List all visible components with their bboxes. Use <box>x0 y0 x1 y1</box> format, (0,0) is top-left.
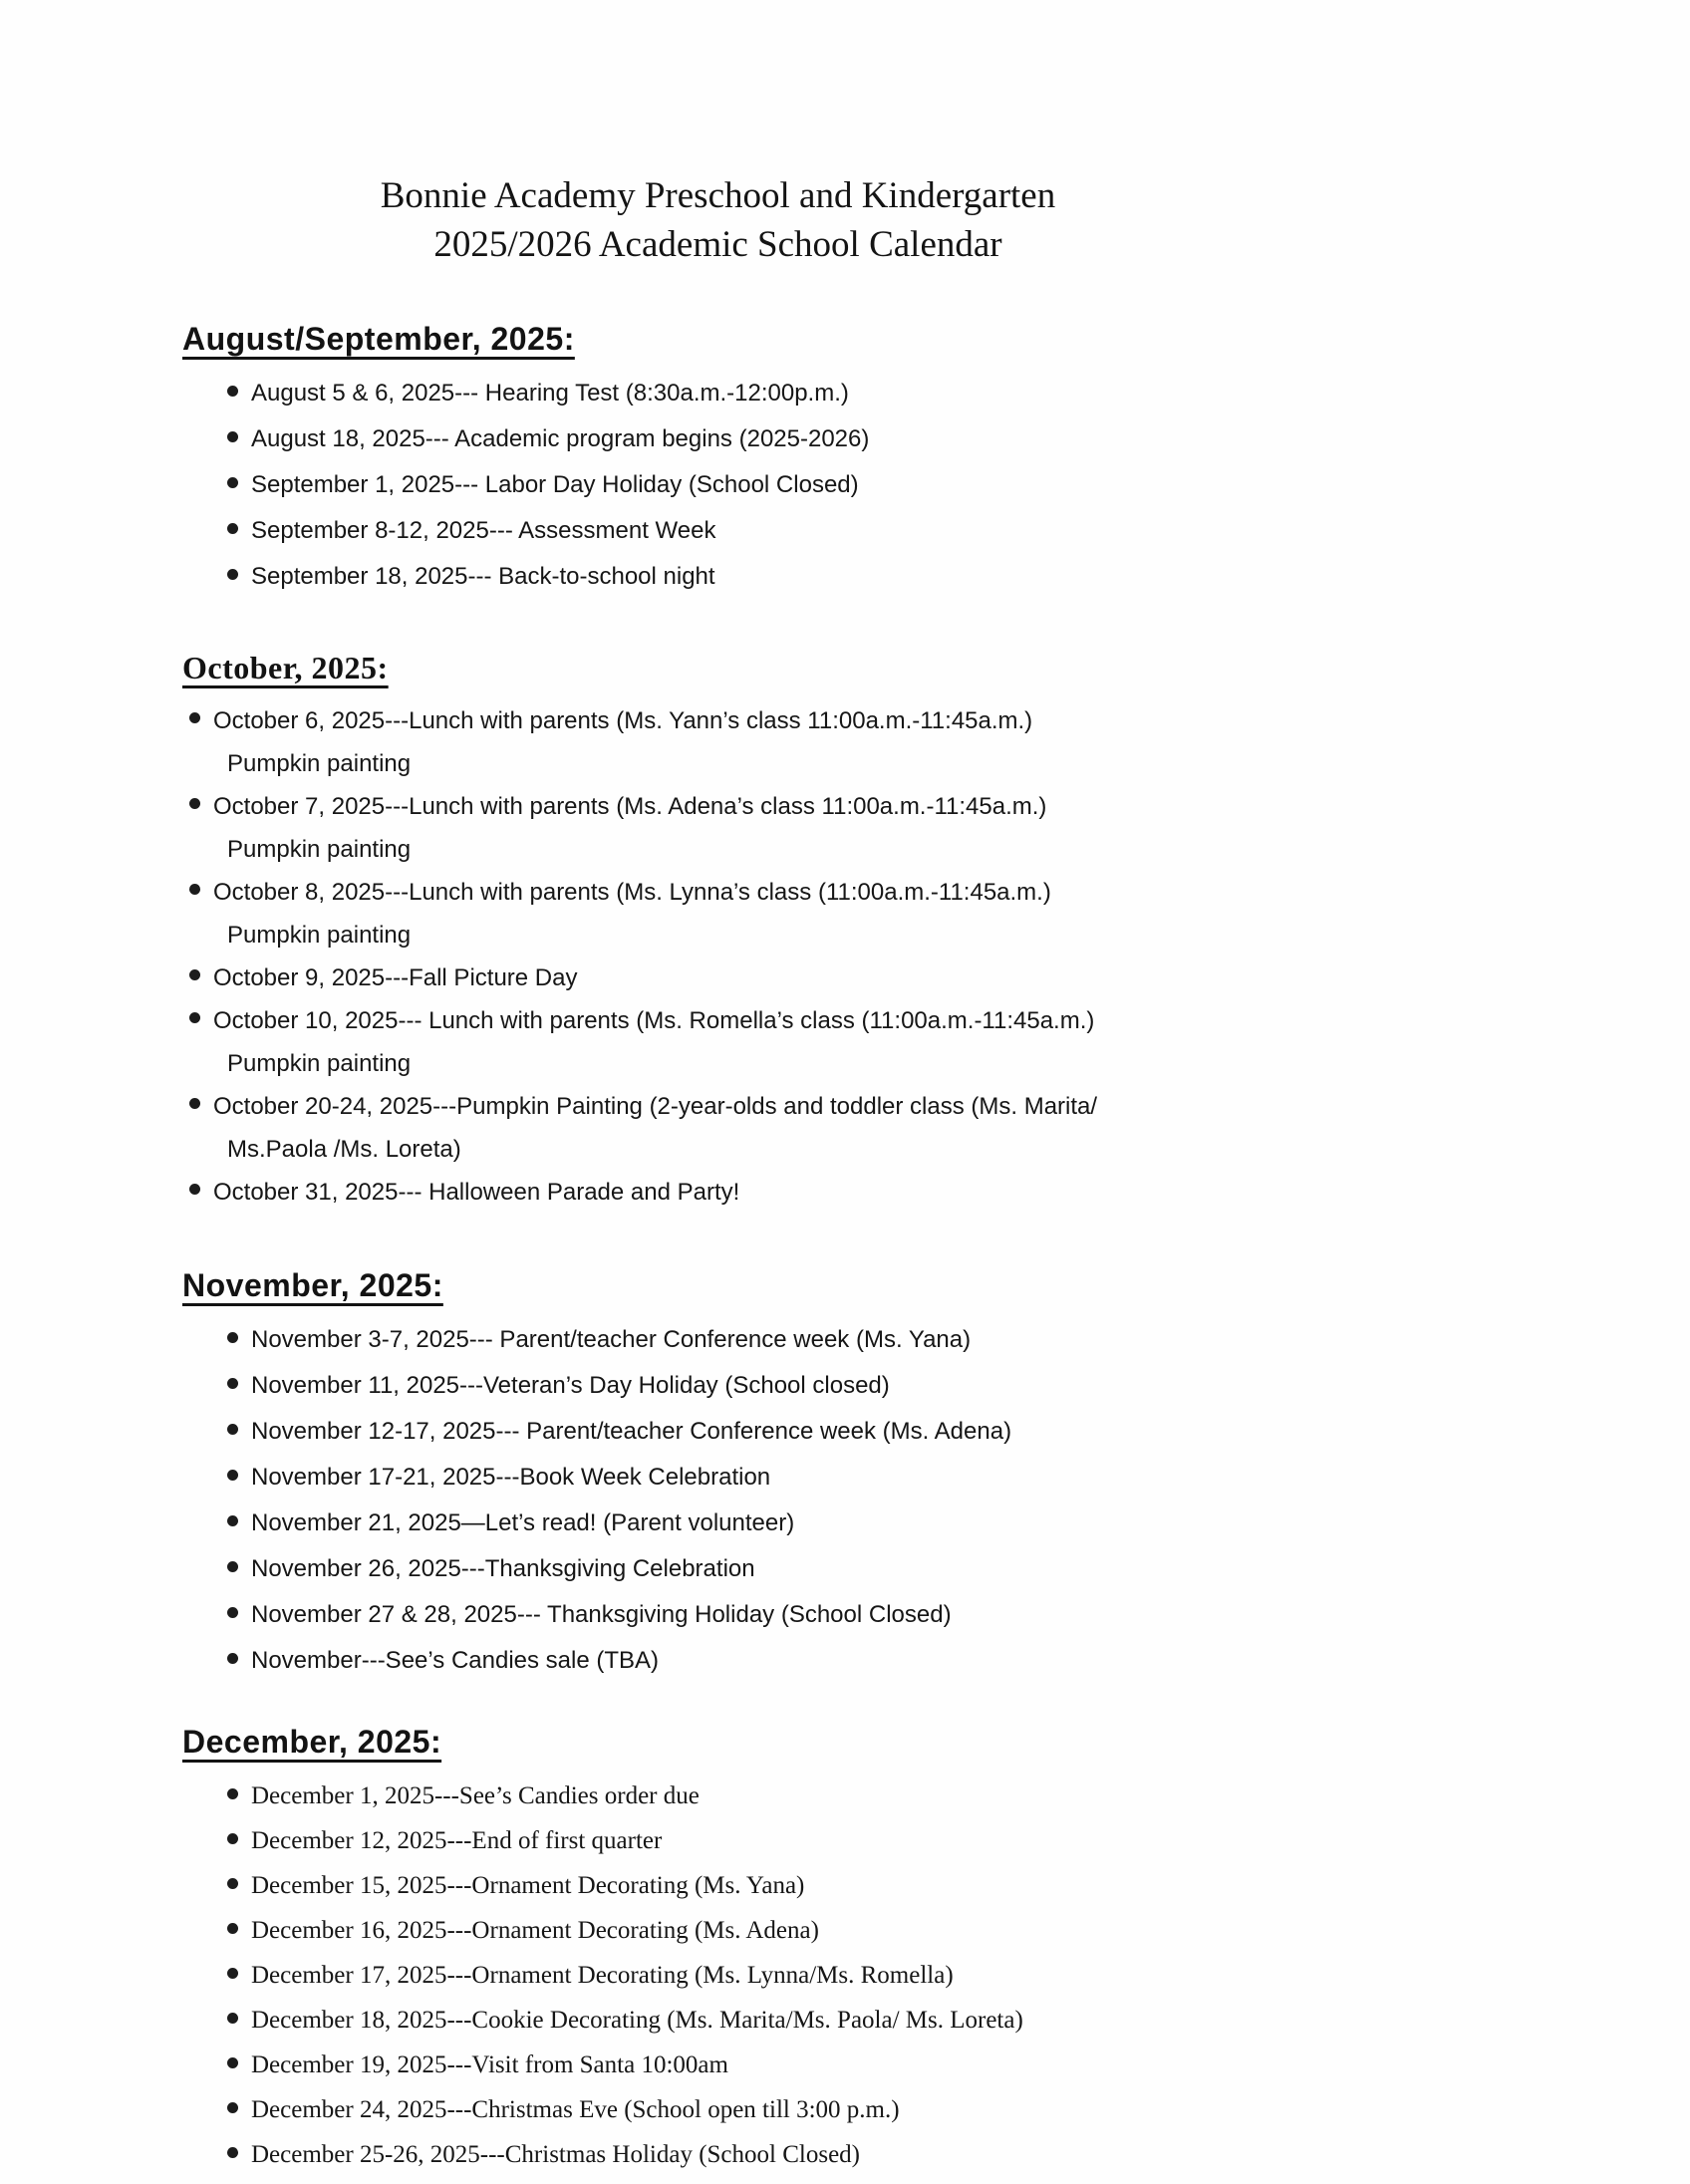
event-text: August 18, 2025--- Academic program begins (2025-2026) <box>251 425 870 452</box>
event-item <box>227 1638 1690 1684</box>
event-text: October 8, 2025---Lunch with parents (Ms. Lynna’s class (11:00a.m.-11:45a.m.) <box>213 879 1051 906</box>
event-list-december-2025 <box>182 1774 1690 2177</box>
event-item <box>227 1863 1690 1908</box>
event-text: August 5 & 6, 2025--- Hearing Test (8:30a.m.-12:00p.m.) <box>251 380 849 407</box>
event-text-continuation: Ms.Paola /Ms. Loreta) <box>227 1136 461 1163</box>
event-text: October 7, 2025---Lunch with parents (Ms. Adena’s class 11:00a.m.-11:45a.m.) <box>213 793 1047 820</box>
event-item <box>227 1998 1690 2043</box>
event-list-november-2025 <box>182 1317 1690 1684</box>
event-text: December 18, 2025---Cookie Decorating (Ms. Marita/Ms. Paola/ Ms. Loreta) <box>251 2007 1023 2034</box>
section-november-2025 <box>182 1267 1690 1684</box>
event-item <box>189 699 1690 785</box>
event-item <box>227 1953 1690 1998</box>
event-item <box>227 462 1690 508</box>
event-text: December 17, 2025---Ornament Decorating (Ms. Lynna/Ms. Romella) <box>251 1962 954 1989</box>
document-title <box>182 171 1254 269</box>
event-item <box>227 2132 1690 2177</box>
event-text: December 24, 2025---Christmas Eve (School open till 3:00 p.m.) <box>251 2096 900 2123</box>
event-text: November 21, 2025—Let’s read! (Parent volunteer) <box>251 1509 795 1536</box>
section-heading-october-2025: October, 2025: <box>182 650 389 685</box>
section-heading-august-september-2025: August/September, 2025: <box>182 321 575 357</box>
event-text-continuation: Pumpkin painting <box>227 1050 412 1077</box>
event-text: October 20-24, 2025---Pumpkin Painting (2-year-olds and toddler class (Ms. Marita/ <box>213 1093 1098 1120</box>
event-text: November 27 & 28, 2025--- Thanksgiving Holiday (School Closed) <box>251 1601 952 1628</box>
event-text: November 26, 2025---Thanksgiving Celebration <box>251 1555 755 1582</box>
event-item <box>227 1774 1690 1818</box>
event-text: November 3-7, 2025--- Parent/teacher Conference week (Ms. Yana) <box>251 1326 972 1353</box>
event-item <box>227 2087 1690 2132</box>
event-item <box>189 785 1690 871</box>
event-text: October 31, 2025--- Halloween Parade and Party! <box>213 1179 740 1206</box>
event-item <box>227 508 1690 554</box>
event-text: November---See’s Candies sale (TBA) <box>251 1647 660 1674</box>
event-text-continuation: Pumpkin painting <box>227 836 412 863</box>
event-text-continuation: Pumpkin painting <box>227 750 412 777</box>
event-item <box>227 1317 1690 1363</box>
section-october-2025 <box>182 650 1690 1214</box>
event-item <box>227 554 1690 600</box>
event-text: September 1, 2025--- Labor Day Holiday (School Closed) <box>251 471 859 498</box>
event-item <box>227 1818 1690 1863</box>
event-list-august-september-2025 <box>182 371 1690 600</box>
calendar-sections <box>182 321 1690 2177</box>
event-item <box>227 416 1690 462</box>
event-item <box>227 2043 1690 2087</box>
section-august-september-2025 <box>182 321 1690 600</box>
event-item <box>189 871 1690 956</box>
event-text: December 15, 2025---Ornament Decorating (Ms. Yana) <box>251 1872 805 1899</box>
event-item <box>227 1592 1690 1638</box>
event-item <box>227 1409 1690 1455</box>
document-title-line1: Bonnie Academy Preschool and Kindergarten <box>380 175 1056 216</box>
event-item <box>189 999 1690 1085</box>
section-december-2025 <box>182 1724 1690 2177</box>
event-text: December 16, 2025---Ornament Decorating (Ms. Adena) <box>251 1917 819 1944</box>
event-item <box>189 1085 1690 1171</box>
event-list-october-2025 <box>182 699 1690 1214</box>
event-text-continuation: Pumpkin painting <box>227 922 412 949</box>
event-text: November 12-17, 2025--- Parent/teacher Conference week (Ms. Adena) <box>251 1418 1012 1445</box>
event-text: December 1, 2025---See’s Candies order due <box>251 1782 700 1809</box>
section-heading-november-2025: November, 2025: <box>182 1267 443 1303</box>
event-text: December 25-26, 2025---Christmas Holiday (School Closed) <box>251 2141 860 2168</box>
event-text: December 19, 2025---Visit from Santa 10:00am <box>251 2051 728 2078</box>
event-text: December 12, 2025---End of first quarter <box>251 1827 663 1854</box>
event-text: September 8-12, 2025--- Assessment Week <box>251 517 716 544</box>
event-item <box>189 1171 1690 1214</box>
event-item <box>189 956 1690 999</box>
event-item <box>227 1363 1690 1409</box>
event-text: November 11, 2025---Veteran’s Day Holiday (School closed) <box>251 1372 890 1399</box>
event-text: September 18, 2025--- Back-to-school night <box>251 563 715 590</box>
event-item <box>227 1908 1690 1953</box>
event-item <box>227 1546 1690 1592</box>
event-item <box>227 1455 1690 1501</box>
document-title-line2: 2025/2026 Academic School Calendar <box>433 224 1002 265</box>
event-item <box>227 1501 1690 1546</box>
event-item <box>227 371 1690 416</box>
section-heading-december-2025: December, 2025: <box>182 1724 442 1760</box>
event-text: October 10, 2025--- Lunch with parents (Ms. Romella’s class (11:00a.m.-11:45a.m.) <box>213 1007 1095 1034</box>
event-text: October 9, 2025---Fall Picture Day <box>213 964 578 991</box>
event-text: October 6, 2025---Lunch with parents (Ms. Yann’s class 11:00a.m.-11:45a.m.) <box>213 707 1033 734</box>
event-text: November 17-21, 2025---Book Week Celebration <box>251 1464 771 1491</box>
